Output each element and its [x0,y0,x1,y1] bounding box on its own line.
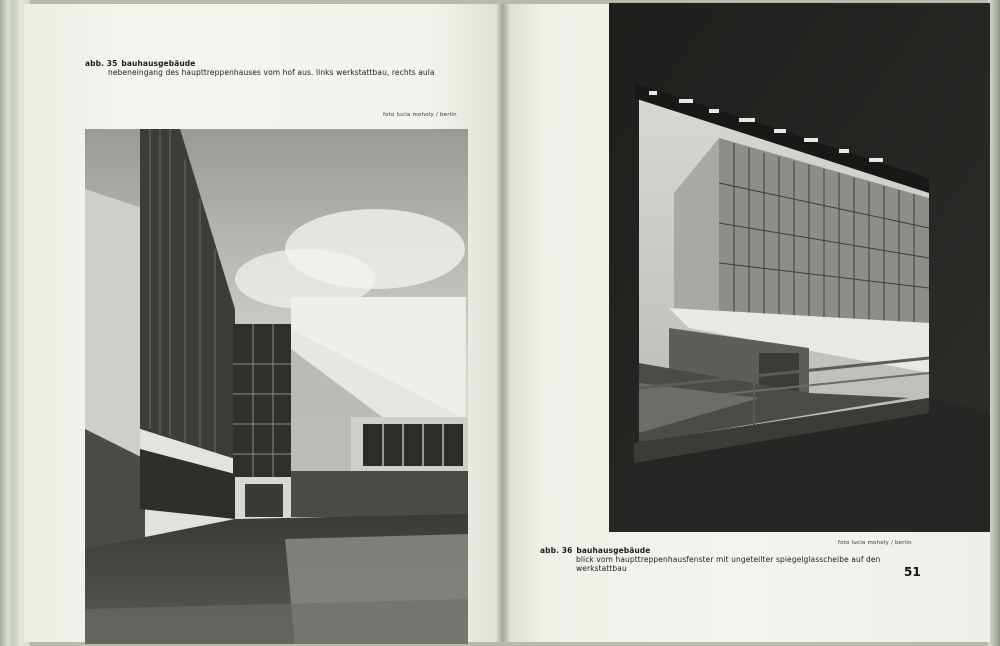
left-caption-description: nebeneingang des haupttreppenhauses vom hof aus. links werkstattbau, rechts aula [108,68,435,77]
left-photo-bauhaus-side-entrance [85,129,468,644]
page-number: 51 [904,565,921,579]
left-caption-number: abb. 35 [85,59,118,68]
right-caption-title: bauhausgebäude [576,546,651,555]
right-caption-number: abb. 36 [540,546,573,555]
book-gutter [496,4,510,642]
left-photo-credit: foto lucia moholy / berlin [383,112,457,118]
left-caption [85,59,485,77]
right-caption [540,546,925,573]
right-photo-credit: foto lucia moholy / berlin [838,540,912,546]
left-caption-title: bauhausgebäude [121,59,196,68]
right-caption-description: blick vom haupttreppenhausfenster mit ungeteilter spiegelglasscheibe auf den werkstattbau [576,555,881,573]
right-photo-view-from-staircase-window [609,3,990,532]
